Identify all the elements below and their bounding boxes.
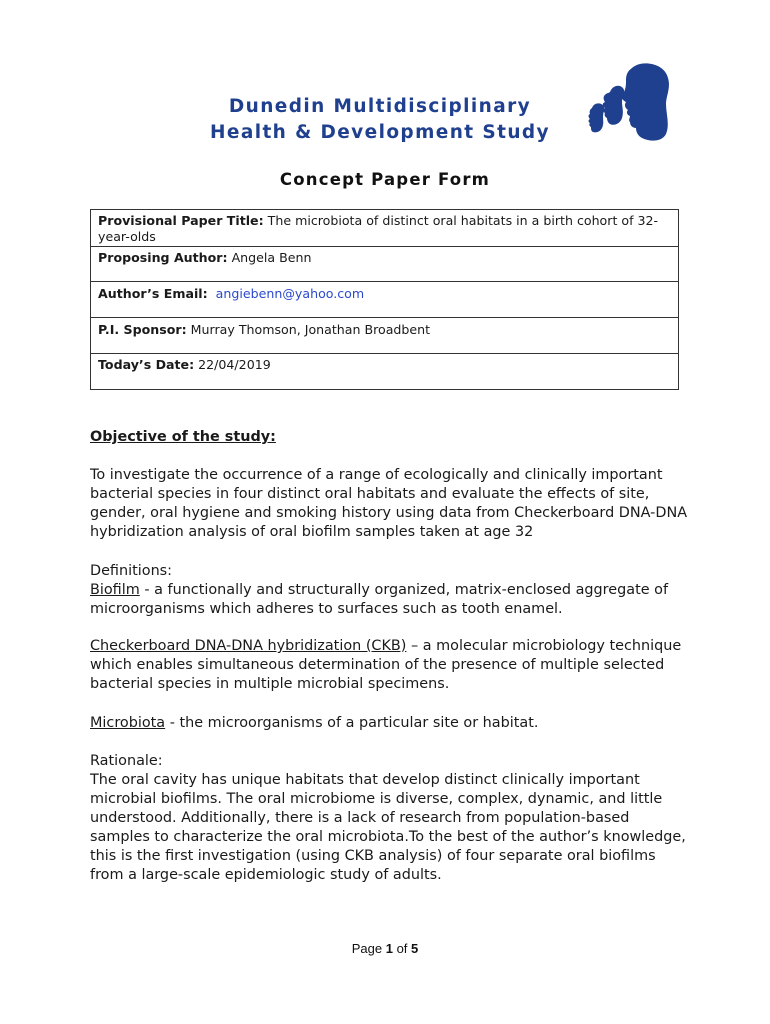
rationale-text: The oral cavity has unique habitats that develop distinct clinically important microbial biofilms. The oral microbiome is diverse, complex, dynamic, and little understood. Additionally, there is a lack of research from population-based samples to characterize the oral microbiota.To the best of the author’s knowledge, this is the first investigation (using CKB analysis) of four separate oral biofilms from a large-scale epidemiologic study of adults.: [90, 772, 686, 883]
definition-term: Biofilm: [90, 582, 140, 598]
date-value: 22/04/2019: [198, 357, 271, 372]
of-word: of: [396, 941, 408, 956]
page-footer: [0, 941, 770, 956]
page-total: 5: [411, 941, 419, 956]
rationale-heading: Rationale:: [90, 753, 163, 769]
date-label: Today’s Date:: [98, 357, 195, 372]
definition-biofilm: [90, 581, 690, 619]
definition-text: a molecular microbiology technique which enables simultaneous determination of the presence of multiple selected bacterial species in multiple microbial specimens.: [90, 638, 682, 692]
definition-term: Checkerboard DNA-DNA hybridization (CKB): [90, 638, 407, 654]
email-link[interactable]: angiebenn@yahoo.com: [215, 286, 365, 301]
author-label: Proposing Author:: [98, 250, 228, 265]
author-value: Angela Benn: [231, 250, 312, 265]
page-word: Page: [351, 941, 383, 956]
definition-separator: -: [165, 715, 180, 731]
definition-ckb: [90, 637, 690, 694]
org-name: [150, 94, 610, 146]
definition-term: Microbiota: [90, 715, 166, 731]
study-logo-icon: [580, 62, 676, 144]
org-name-line2: Health & Development Study: [209, 122, 550, 143]
sponsor-value: Murray Thomson, Jonathan Broadbent: [190, 322, 431, 337]
info-row-sponsor: [91, 317, 678, 353]
objective-text: To investigate the occurrence of a range of ecologically and clinically important bacterial species in four distinct oral habitats and evaluate the effects of site, gender, oral hygiene and smoking history using data from Checkerboard DNA-DNA hybridization analysis of oral biofilm samples taken at age 32: [90, 467, 688, 540]
info-row-title: [91, 210, 678, 246]
sponsor-label: P.I. Sponsor:: [98, 322, 187, 337]
email-label: Author’s Email:: [98, 286, 208, 301]
info-row-date: [91, 353, 678, 389]
form-title: Concept Paper Form: [279, 170, 491, 189]
definition-text: a functionally and structurally organized, matrix-enclosed aggregate of microorganisms which adheres to surfaces such as tooth enamel.: [90, 582, 669, 617]
definition-separator: –: [406, 638, 423, 654]
objective-heading: Objective of the study:: [90, 429, 276, 445]
info-row-email: [91, 281, 678, 317]
info-table: [90, 209, 679, 390]
definition-separator: -: [139, 582, 155, 598]
org-name-line1: Dunedin Multidisciplinary: [228, 96, 532, 117]
definitions-heading: Definitions:: [90, 563, 173, 579]
title-label: Provisional Paper Title:: [98, 213, 264, 228]
definition-microbiota: [90, 714, 690, 733]
title-value: The microbiota of distinct oral habitats in a birth cohort of 32-year-olds: [98, 213, 659, 244]
definition-text: the microorganisms of a particular site or habitat.: [179, 715, 539, 731]
info-row-author: [91, 246, 678, 281]
page-number: 1: [385, 941, 393, 956]
